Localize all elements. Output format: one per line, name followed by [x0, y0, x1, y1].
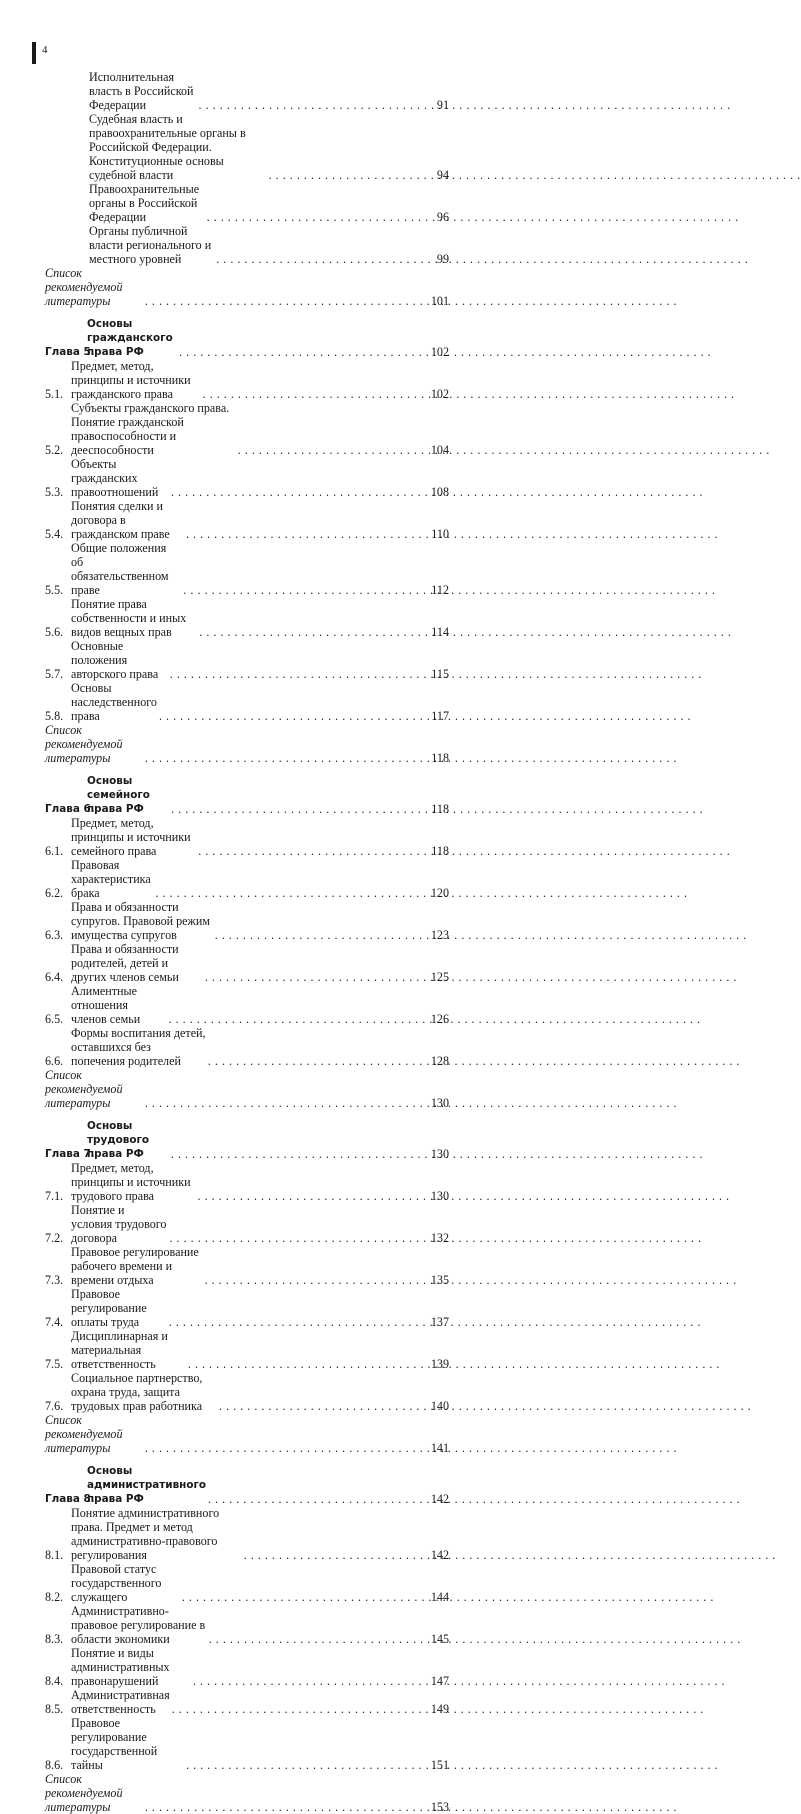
dot-leader	[215, 928, 425, 942]
toc-entry	[45, 1688, 449, 1716]
toc-literature	[45, 723, 449, 765]
toc-entry-number: Глава 7.	[45, 1148, 95, 1160]
toc-page-number: 102	[430, 345, 449, 359]
toc-entry-number: 6.6.	[45, 1054, 64, 1068]
toc-entry-number: 6.3.	[45, 928, 64, 942]
toc-entry-title: Права и обязанности супругов. Правовой режим имущества супругов	[71, 900, 211, 942]
toc-page-number: 99	[436, 252, 449, 266]
toc-entry-number: 8.3.	[45, 1632, 64, 1646]
dot-leader	[182, 1590, 425, 1604]
dot-leader	[238, 443, 425, 457]
toc-entry	[45, 224, 449, 266]
toc-page-number: 141	[430, 1441, 449, 1455]
dot-leader	[244, 1548, 425, 1562]
toc-page-number: 96	[436, 210, 449, 224]
toc-page-number: 144	[430, 1590, 449, 1604]
toc-entry	[45, 1203, 449, 1245]
dot-leader	[208, 1492, 425, 1506]
toc-entry-number: 6.4.	[45, 970, 64, 984]
dot-leader	[205, 1273, 425, 1287]
toc-entry-title: Понятие и условия трудового договора	[71, 1203, 167, 1245]
toc-page-number: 153	[430, 1800, 449, 1814]
toc-entry	[45, 816, 449, 858]
dot-leader	[145, 751, 425, 765]
toc-entry-number: 8.1.	[45, 1548, 64, 1562]
toc-entry-number: 6.5.	[45, 1012, 64, 1026]
toc-entry	[45, 639, 449, 681]
dot-leader	[199, 625, 425, 639]
toc-entry-title: Правовое регулирование рабочего времени и времени отдыха	[71, 1245, 199, 1287]
toc-entry-title: Список рекомендуемой литературы	[45, 266, 123, 308]
toc-entry-number: Глава 5.	[45, 346, 95, 358]
toc-page-number: 115	[431, 667, 449, 681]
toc-page-number: 147	[430, 1674, 449, 1688]
toc-page-number: 117	[431, 709, 449, 723]
toc-page-number: 130	[430, 1189, 449, 1203]
toc-chapter	[45, 1119, 449, 1161]
toc-entry-number: 6.2.	[45, 886, 64, 900]
toc-page-number: 128	[430, 1054, 449, 1068]
toc-entry	[45, 457, 449, 499]
toc-entry-title: Понятие права собственности и иных видов вещных прав	[71, 597, 187, 639]
toc-page-number: 139	[430, 1357, 449, 1371]
toc-entry-number: 7.4.	[45, 1315, 64, 1329]
dot-leader	[198, 844, 425, 858]
toc-page-number: 130	[430, 1147, 449, 1161]
toc-entry	[45, 359, 449, 401]
dot-leader	[209, 1632, 425, 1646]
dot-leader	[169, 1315, 425, 1329]
toc-entry-title: Формы воспитания детей, оставшихся без попечения родителей	[71, 1026, 206, 1068]
dot-leader	[145, 1441, 425, 1455]
toc-entry-number: 8.5.	[45, 1702, 64, 1716]
toc-literature	[45, 266, 449, 308]
toc-page-number: 125	[430, 970, 449, 984]
toc-entry-title: Основы административного права РФ	[87, 1465, 207, 1505]
dot-leader	[170, 1231, 426, 1245]
dot-leader	[171, 802, 425, 816]
toc-entry-number: 5.5.	[45, 583, 64, 597]
toc-page-number: 145	[430, 1632, 449, 1646]
toc-entry-number: 5.4.	[45, 527, 64, 541]
dot-leader	[203, 387, 425, 401]
toc-page-number: 118	[431, 751, 449, 765]
toc-entry	[45, 1646, 449, 1688]
toc-entry-title: Правовое регулирование государственной тайны	[71, 1716, 158, 1772]
toc-chapter	[45, 317, 449, 359]
toc-entry-title: Исполнительная власть в Российской Федерации	[89, 70, 194, 112]
toc-entry-number: 5.1.	[45, 387, 64, 401]
toc-entry-number: 8.4.	[45, 1674, 64, 1688]
toc-entry-number: Глава 8.	[45, 1493, 95, 1505]
dot-leader	[169, 1012, 425, 1026]
toc-entry-title: Список рекомендуемой литературы	[45, 723, 123, 765]
dot-leader	[145, 1800, 425, 1814]
toc-entry-title: Правоохранительные органы в Российской Федерации	[89, 182, 200, 224]
toc-entry-title: Предмет, метод, принципы и источники трудового права	[71, 1161, 191, 1203]
toc-entry	[45, 1604, 449, 1646]
toc-entry-number: 7.6.	[45, 1399, 64, 1413]
toc-entry	[45, 984, 449, 1026]
toc-entry	[45, 681, 449, 723]
toc-entry-number: 8.2.	[45, 1590, 64, 1604]
toc-page-number: 110	[431, 527, 449, 541]
toc-page-number: 94	[436, 168, 449, 182]
toc-entry-number: 7.1.	[45, 1189, 64, 1203]
toc-page-number: 112	[431, 583, 449, 597]
toc-entry-number: 5.2.	[45, 443, 64, 457]
toc-page-number: 151	[430, 1758, 449, 1772]
toc-page-number: 140	[430, 1399, 449, 1413]
toc-entry-title: Список рекомендуемой литературы	[45, 1068, 123, 1110]
toc-page-number: 123	[430, 928, 449, 942]
table-of-contents	[45, 70, 449, 1814]
dot-leader	[269, 168, 425, 182]
toc-entry-title: Социальное партнерство, охрана труда, защита трудовых прав работника	[71, 1371, 203, 1413]
dot-leader	[188, 1357, 425, 1371]
toc-entry	[45, 1716, 449, 1772]
dot-leader	[193, 1674, 425, 1688]
toc-entry	[45, 942, 449, 984]
toc-entry-number: 5.7.	[45, 667, 64, 681]
toc-entry-title: Список рекомендуемой литературы	[45, 1772, 123, 1814]
toc-entry-title: Понятие административного права. Предмет и метод административно-правового регулирования	[71, 1506, 220, 1562]
toc-entry-title: Правовая характеристика брака	[71, 858, 151, 900]
toc-literature	[45, 1413, 449, 1455]
toc-entry	[45, 499, 449, 541]
toc-page-number: 114	[431, 625, 449, 639]
dot-leader	[145, 1096, 425, 1110]
toc-entry	[45, 1287, 449, 1329]
dot-leader	[199, 98, 425, 112]
dot-leader	[198, 1189, 425, 1203]
toc-entry-number: 7.5.	[45, 1357, 64, 1371]
toc-page-number: 108	[430, 485, 449, 499]
toc-entry-number: 5.3.	[45, 485, 64, 499]
toc-entry-title: Административно-правовое регулирование в области экономики	[71, 1604, 206, 1646]
toc-entry	[45, 1026, 449, 1068]
toc-entry-title: Основы семейного права РФ	[87, 775, 150, 815]
toc-page-number: 104	[430, 443, 449, 457]
toc-page-number: 135	[430, 1273, 449, 1287]
toc-entry-title: Основы трудового права РФ	[87, 1120, 150, 1160]
toc-entry	[45, 1371, 449, 1413]
toc-literature	[45, 1068, 449, 1110]
toc-page-number: 118	[431, 802, 449, 816]
toc-entry-title: Основы наследственного права	[71, 681, 157, 723]
dot-leader	[186, 527, 425, 541]
toc-entry	[45, 1329, 449, 1371]
toc-entry-title: Основы гражданского права РФ	[87, 318, 173, 358]
toc-entry	[45, 1506, 449, 1562]
toc-entry-title: Органы публичной власти регионального и местного уровней	[89, 224, 212, 266]
toc-entry-title: Объекты гражданских правоотношений	[71, 457, 159, 499]
toc-entry-title: Общие положения об обязательственном праве	[71, 541, 169, 597]
dot-leader	[205, 970, 425, 984]
toc-entry	[45, 900, 449, 942]
dot-leader	[145, 294, 425, 308]
toc-entry-number: 5.8.	[45, 709, 64, 723]
toc-entry	[45, 858, 449, 900]
toc-entry-number: 7.3.	[45, 1273, 64, 1287]
dot-leader	[183, 583, 425, 597]
dot-leader	[171, 1147, 425, 1161]
toc-entry-title: Судебная власть и правоохранительные органы в Российской Федерации. Конституционные основы судебной власти	[89, 112, 246, 182]
toc-entry-title: Дисциплинарная и материальная ответственность	[71, 1329, 168, 1371]
toc-entry-title: Административная ответственность	[71, 1688, 170, 1716]
toc-entry	[45, 401, 449, 457]
toc-entry-title: Субъекты гражданского права. Понятие гражданской правоспособности и дееспособности	[71, 401, 230, 457]
toc-entry-title: Список рекомендуемой литературы	[45, 1413, 123, 1455]
dot-leader	[155, 886, 425, 900]
toc-entry	[45, 1562, 449, 1604]
toc-entry-title: Права и обязанности родителей, детей и других членов семьи	[71, 942, 179, 984]
dot-leader	[216, 252, 425, 266]
toc-entry-title: Основные положения авторского права	[71, 639, 159, 681]
page-marker-bar	[32, 42, 36, 64]
dot-leader	[159, 709, 425, 723]
dot-leader	[207, 210, 425, 224]
toc-page-number: 101	[430, 294, 449, 308]
toc-entry	[45, 1161, 449, 1203]
toc-page-number: 102	[430, 387, 449, 401]
dot-leader	[171, 485, 425, 499]
toc-entry-title: Правовое регулирование оплаты труда	[71, 1287, 147, 1329]
toc-chapter	[45, 1464, 449, 1506]
toc-page-number: 91	[436, 98, 449, 112]
toc-entry-title: Понятия сделки и договора в гражданском праве	[71, 499, 170, 541]
toc-page-number: 126	[430, 1012, 449, 1026]
dot-leader	[186, 1758, 425, 1772]
toc-page-number: 137	[430, 1315, 449, 1329]
toc-entry	[45, 1245, 449, 1287]
toc-entry-title: Понятие и виды административных правонарушений	[71, 1646, 170, 1688]
toc-entry-number: 8.6.	[45, 1758, 64, 1772]
toc-entry-title: Правовой статус государственного служащего	[71, 1562, 162, 1604]
dot-leader	[172, 1702, 425, 1716]
toc-page-number: 142	[430, 1548, 449, 1562]
dot-leader	[179, 345, 425, 359]
toc-entry-number: 5.6.	[45, 625, 64, 639]
toc-page-number: 142	[430, 1492, 449, 1506]
toc-literature	[45, 1772, 449, 1814]
toc-entry	[45, 182, 449, 224]
dot-leader	[170, 667, 425, 681]
toc-entry-title: Предмет, метод, принципы и источники семейного права	[71, 816, 191, 858]
toc-page-number: 120	[430, 886, 449, 900]
toc-page-number: 149	[430, 1702, 449, 1716]
toc-page-number: 118	[431, 844, 449, 858]
toc-entry-number: Глава 6.	[45, 803, 95, 815]
toc-entry-number: 6.1.	[45, 844, 64, 858]
dot-leader	[208, 1054, 425, 1068]
toc-entry-title: Предмет, метод, принципы и источники гражданского права	[71, 359, 191, 401]
toc-entry-title: Алиментные отношения членов семьи	[71, 984, 141, 1026]
toc-entry	[45, 541, 449, 597]
dot-leader	[219, 1399, 425, 1413]
toc-entry-number: 7.2.	[45, 1231, 64, 1245]
toc-entry	[45, 112, 449, 182]
toc-entry	[45, 597, 449, 639]
toc-page-number: 130	[430, 1096, 449, 1110]
toc-entry	[45, 70, 449, 112]
page-number: 4	[42, 44, 48, 56]
toc-chapter	[45, 774, 449, 816]
toc-page-number: 132	[430, 1231, 449, 1245]
